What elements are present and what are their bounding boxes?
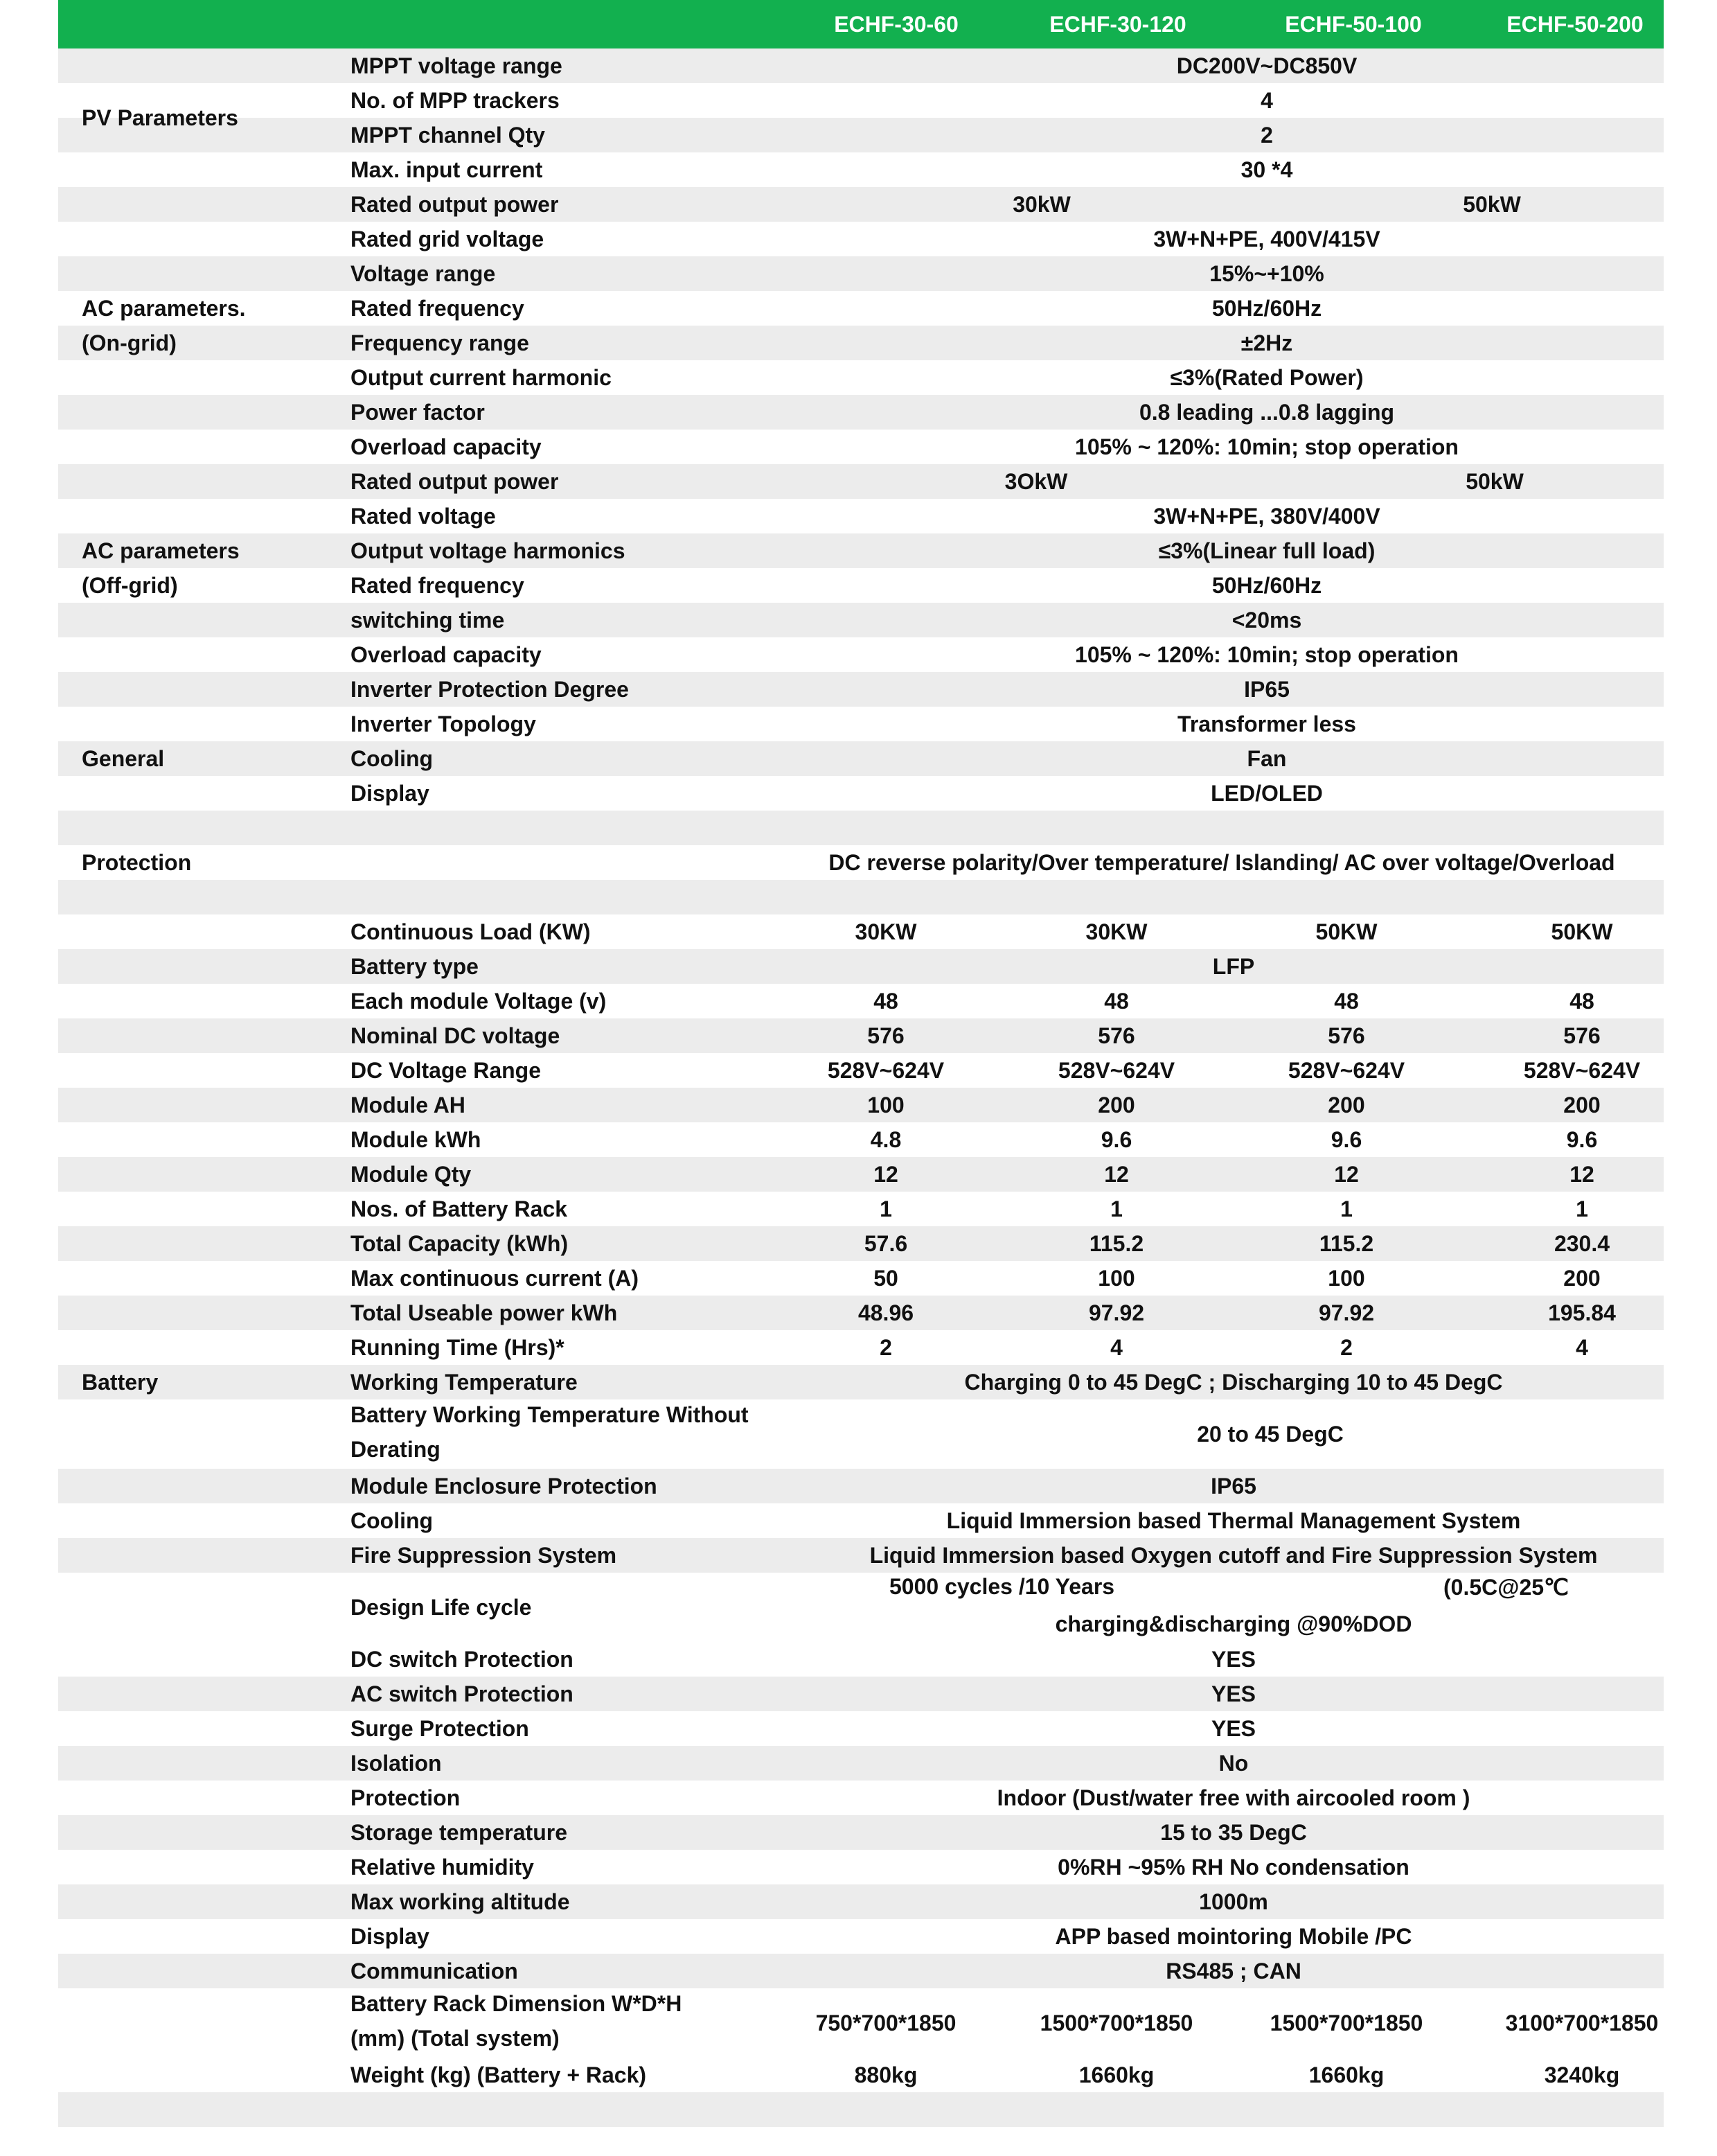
- spec-value: 576: [867, 1023, 905, 1048]
- spec-label: Total Capacity (kWh): [350, 1231, 569, 1256]
- table-row: [58, 2058, 1664, 2092]
- spec-label: Relative humidity: [350, 1855, 534, 1880]
- spec-value: ≤3%(Linear full load): [1158, 538, 1376, 563]
- table-row: [58, 430, 1664, 464]
- table-row: [58, 256, 1664, 291]
- spec-label: Running Time (Hrs)*: [350, 1335, 564, 1360]
- spec-label: Battery Rack Dimension W*D*H: [350, 1991, 682, 2016]
- spec-label: AC switch Protection: [350, 1681, 573, 1706]
- spec-label: Module AH: [350, 1093, 465, 1117]
- spec-value: 3W+N+PE, 400V/415V: [1153, 227, 1380, 251]
- spec-value: RS485 ; CAN: [1166, 1959, 1301, 1983]
- spec-value: 105% ~ 120%: 10min; stop operation: [1075, 434, 1459, 459]
- spec-value: LFP: [1212, 954, 1255, 979]
- spec-value: Charging 0 to 45 DegC ; Discharging 10 to 45 DegC: [964, 1370, 1503, 1395]
- spec-value: 30 *4: [1240, 157, 1293, 182]
- spec-value: 4: [1110, 1335, 1123, 1360]
- spec-label: Rated output power: [350, 469, 559, 494]
- spec-value: 115.2: [1319, 1231, 1374, 1256]
- spec-label: Rated frequency: [350, 573, 524, 598]
- category-ac-on-2: (On-grid): [82, 330, 177, 355]
- table-row: [58, 1642, 1664, 1677]
- table-row: [58, 1469, 1664, 1503]
- spec-value: 3240kg: [1544, 2062, 1620, 2087]
- table-row: [58, 637, 1664, 672]
- table-row: [58, 395, 1664, 430]
- spec-value: 1: [880, 1196, 892, 1221]
- table-row: [58, 672, 1664, 707]
- spec-value: 3100*700*1850: [1505, 2011, 1659, 2035]
- spec-value: 50KW: [1315, 919, 1378, 944]
- spec-value: 528V~624V: [827, 1058, 945, 1083]
- spec-label: Weight (kg) (Battery + Rack): [350, 2062, 647, 2087]
- table-row: [58, 1053, 1664, 1088]
- spec-value: 30KW: [855, 919, 917, 944]
- table-row: [58, 845, 1664, 880]
- table-row: [58, 1330, 1664, 1365]
- spec-value: ±2Hz: [1240, 330, 1293, 355]
- spec-value: DC200V~DC850V: [1176, 53, 1358, 78]
- table-row: [58, 1296, 1664, 1330]
- spec-value: 0%RH ~95% RH No condensation: [1058, 1855, 1409, 1880]
- spec-label: Max. input current: [350, 157, 543, 182]
- table-header: [58, 0, 1664, 48]
- spec-value: 48: [873, 989, 898, 1014]
- spec-value: 50Hz/60Hz: [1211, 296, 1322, 321]
- spec-label: Overload capacity: [350, 642, 542, 667]
- table-row: [58, 326, 1664, 360]
- spec-value: LED/OLED: [1211, 781, 1323, 806]
- table-row: [58, 1919, 1664, 1954]
- spec-label: (mm) (Total system): [350, 2026, 560, 2051]
- spec-value: 12: [1569, 1162, 1594, 1187]
- spec-value: 1500*700*1850: [1270, 2011, 1423, 2035]
- spec-value: 2: [880, 1335, 892, 1360]
- spec-value: YES: [1211, 1681, 1256, 1706]
- spec-value: 528V~624V: [1058, 1058, 1175, 1083]
- spec-label: Battery Working Temperature Without: [350, 1402, 749, 1427]
- spec-label: Output voltage harmonics: [350, 538, 625, 563]
- spec-value: 100: [867, 1093, 905, 1117]
- spec-label: Fire Suppression System: [350, 1543, 617, 1568]
- table-row: [58, 1850, 1664, 1884]
- spec-label: Display: [350, 781, 429, 806]
- spec-value: 200: [1328, 1093, 1365, 1117]
- spec-value: APP based mointoring Mobile /PC: [1055, 1924, 1412, 1949]
- table-row: [58, 880, 1664, 914]
- spec-value: (0.5C@25℃: [1443, 1575, 1569, 1600]
- table-row: [58, 1815, 1664, 1850]
- table-row: [58, 1746, 1664, 1781]
- spec-value: 30KW: [1085, 919, 1148, 944]
- spec-value: 200: [1563, 1266, 1601, 1291]
- table-row: [58, 291, 1664, 326]
- spec-value: 30kW: [1013, 192, 1071, 217]
- spec-value: 97.92: [1088, 1300, 1145, 1325]
- spec-label: Battery type: [350, 954, 479, 979]
- table-row: [58, 1988, 1664, 2058]
- spec-value: 1660kg: [1308, 2062, 1385, 2087]
- spec-value: Liquid Immersion based Oxygen cutoff and Fire Suppression System: [869, 1543, 1598, 1568]
- table-row: [58, 1122, 1664, 1157]
- spec-value: 1: [1340, 1196, 1353, 1221]
- model-header: ECHF-50-100: [1285, 12, 1422, 37]
- spec-label: Design Life cycle: [350, 1595, 532, 1620]
- spec-label: Rated output power: [350, 192, 559, 217]
- spec-value: 750*700*1850: [815, 2011, 957, 2035]
- category-ac-on-1: AC parameters.: [82, 296, 246, 321]
- table-row: [58, 533, 1664, 568]
- spec-value: 230.4: [1554, 1231, 1610, 1256]
- spec-value: YES: [1211, 1716, 1256, 1741]
- table-row: [58, 1538, 1664, 1573]
- spec-label: Overload capacity: [350, 434, 542, 459]
- spec-label: Inverter Topology: [350, 712, 536, 736]
- spec-label: Power factor: [350, 400, 485, 425]
- spec-value: 97.92: [1318, 1300, 1375, 1325]
- category-general: General: [82, 746, 165, 771]
- table-row: [58, 222, 1664, 256]
- spec-value: 0.8 leading ...0.8 lagging: [1139, 400, 1395, 425]
- spec-value: 2: [1261, 123, 1273, 148]
- spec-value: 50kW: [1463, 192, 1521, 217]
- table-row: [58, 83, 1664, 118]
- spec-value: IP65: [1244, 677, 1290, 702]
- spec-value: Fan: [1247, 746, 1287, 771]
- spec-value: 576: [1328, 1023, 1365, 1048]
- spec-value: YES: [1211, 1647, 1256, 1672]
- spec-value: 4: [1576, 1335, 1588, 1360]
- spec-value: 5000 cycles /10 Years: [889, 1574, 1115, 1599]
- table-row: [58, 1018, 1664, 1053]
- spec-value: 880kg: [854, 2062, 918, 2087]
- spec-label: switching time: [350, 608, 505, 633]
- spec-label: No. of MPP trackers: [350, 88, 560, 113]
- category-protection: Protection: [82, 850, 192, 875]
- spec-value: 115.2: [1089, 1231, 1144, 1256]
- spec-value: 20 to 45 DegC: [1197, 1422, 1344, 1447]
- spec-value: 9.6: [1566, 1127, 1598, 1152]
- category-battery: Battery: [82, 1370, 159, 1395]
- spec-value: IP65: [1211, 1474, 1256, 1499]
- spec-value: 105% ~ 120%: 10min; stop operation: [1075, 642, 1459, 667]
- table-row: [58, 1399, 1664, 1469]
- spec-label: Rated grid voltage: [350, 227, 544, 251]
- spec-value: 48: [1334, 989, 1359, 1014]
- spec-value: 48.96: [857, 1300, 914, 1325]
- table-row: [58, 1954, 1664, 1988]
- spec-value: 528V~624V: [1523, 1058, 1641, 1083]
- table-row: [58, 2092, 1664, 2127]
- spec-value: 100: [1098, 1266, 1135, 1291]
- spec-value: 195.84: [1548, 1300, 1616, 1325]
- spec-label: Protection: [350, 1785, 461, 1810]
- table-row: [58, 464, 1664, 499]
- spec-label: Total Useable power kWh: [350, 1300, 618, 1325]
- table-row: [58, 1365, 1664, 1399]
- spec-value: <20ms: [1231, 608, 1302, 633]
- spec-value: 12: [873, 1162, 898, 1187]
- spec-value: 57.6: [864, 1231, 908, 1256]
- model-header: ECHF-50-200: [1506, 12, 1644, 37]
- spec-value: 9.6: [1101, 1127, 1132, 1152]
- spec-label: Derating: [350, 1437, 441, 1462]
- spec-value: No: [1218, 1751, 1249, 1776]
- table-row: [58, 949, 1664, 984]
- spec-label: Storage temperature: [350, 1820, 567, 1845]
- spec-label: DC switch Protection: [350, 1647, 573, 1672]
- spec-value: 100: [1328, 1266, 1365, 1291]
- spec-label: Max working altitude: [350, 1889, 570, 1914]
- spec-label: DC Voltage Range: [350, 1058, 541, 1083]
- table-row: [58, 1677, 1664, 1711]
- category-ac-off-2: (Off-grid): [82, 573, 178, 598]
- spec-label: MPPT voltage range: [350, 53, 562, 78]
- spec-label: Continuous Load (KW): [350, 919, 591, 944]
- spec-value: 528V~624V: [1288, 1058, 1405, 1083]
- spec-label: Frequency range: [350, 330, 529, 355]
- table-row: [58, 1192, 1664, 1226]
- spec-label: Rated voltage: [350, 504, 496, 529]
- table-row: [58, 707, 1664, 741]
- model-header: ECHF-30-60: [834, 12, 959, 37]
- spec-value: 50Hz/60Hz: [1211, 573, 1322, 598]
- spec-label: Display: [350, 1924, 429, 1949]
- spec-value: ≤3%(Rated Power): [1170, 365, 1364, 390]
- spec-value: 1: [1576, 1196, 1588, 1221]
- spec-value: 576: [1563, 1023, 1601, 1048]
- table-row: [58, 152, 1664, 187]
- table-row: [58, 1781, 1664, 1815]
- spec-label: MPPT channel Qty: [350, 123, 545, 148]
- spec-label: Cooling: [350, 1508, 434, 1533]
- spec-value: 1000m: [1199, 1889, 1268, 1914]
- spec-label: Each module Voltage (v): [350, 989, 607, 1014]
- table-row: [58, 603, 1664, 637]
- table-row: [58, 914, 1664, 949]
- spec-value: 4: [1261, 88, 1273, 113]
- spec-value: 1: [1110, 1196, 1123, 1221]
- spec-label: Module kWh: [350, 1127, 481, 1152]
- table-row: [58, 568, 1664, 603]
- spec-value: 2: [1340, 1335, 1353, 1360]
- spec-label: Module Qty: [350, 1162, 472, 1187]
- spec-label: Communication: [350, 1959, 518, 1983]
- table-row: [58, 1226, 1664, 1261]
- spec-value: Indoor (Dust/water free with aircooled room ): [997, 1785, 1470, 1810]
- spec-value: Liquid Immersion based Thermal Management System: [946, 1508, 1521, 1533]
- spec-value: 576: [1098, 1023, 1135, 1048]
- table-row: [58, 1573, 1664, 1642]
- spec-value: 1660kg: [1078, 2062, 1155, 2087]
- spec-value: 48: [1104, 989, 1129, 1014]
- table-row: [58, 360, 1664, 395]
- spec-label: Nominal DC voltage: [350, 1023, 560, 1048]
- spec-label: Cooling: [350, 746, 434, 771]
- spec-label: Working Temperature: [350, 1370, 578, 1395]
- category-ac-off-1: AC parameters: [82, 538, 240, 563]
- spec-value: charging&discharging @90%DOD: [1055, 1611, 1412, 1636]
- spec-value: 3OkW: [1004, 469, 1068, 494]
- spec-value: 15 to 35 DegC: [1160, 1820, 1307, 1845]
- spec-value: 48: [1569, 989, 1594, 1014]
- spec-label: Nos. of Battery Rack: [350, 1196, 567, 1221]
- spec-label: Surge Protection: [350, 1716, 529, 1741]
- table-row: [58, 48, 1664, 83]
- table-row: [58, 1261, 1664, 1296]
- spec-value: 50kW: [1466, 469, 1524, 494]
- table-row: [58, 1088, 1664, 1122]
- spec-label: Rated frequency: [350, 296, 524, 321]
- table-row: [58, 499, 1664, 533]
- spec-label: Voltage range: [350, 261, 496, 286]
- spec-value: 9.6: [1331, 1127, 1362, 1152]
- spec-value: 4.8: [870, 1127, 902, 1152]
- spec-value: 1500*700*1850: [1040, 2011, 1193, 2035]
- table-row: [58, 118, 1664, 152]
- spec-label: Isolation: [350, 1751, 442, 1776]
- category-pv: PV Parameters: [82, 105, 238, 130]
- spec-value: 3W+N+PE, 380V/400V: [1153, 504, 1380, 529]
- spec-label: Module Enclosure Protection: [350, 1474, 657, 1499]
- spec-value: 12: [1104, 1162, 1129, 1187]
- table-row: [58, 776, 1664, 811]
- spec-value: 200: [1563, 1093, 1601, 1117]
- spec-value: 15%~+10%: [1209, 261, 1324, 286]
- spec-value: 200: [1098, 1093, 1135, 1117]
- table-row: [58, 984, 1664, 1018]
- spec-value: Transformer less: [1177, 712, 1356, 736]
- spec-value: 50: [873, 1266, 898, 1291]
- table-row: [58, 741, 1664, 776]
- table-row: [58, 811, 1664, 845]
- spec-value: 12: [1334, 1162, 1359, 1187]
- spec-value: DC reverse polarity/Over temperature/ Islanding/ AC over voltage/Overload: [828, 850, 1615, 875]
- table-row: [58, 1157, 1664, 1192]
- table-row: [58, 187, 1664, 222]
- model-header: ECHF-30-120: [1049, 12, 1186, 37]
- table-row: [58, 1711, 1664, 1746]
- table-row: [58, 1503, 1664, 1538]
- spec-value: 50KW: [1551, 919, 1613, 944]
- spec-label: Inverter Protection Degree: [350, 677, 629, 702]
- table-row: [58, 1884, 1664, 1919]
- spec-label: Output current harmonic: [350, 365, 612, 390]
- spec-label: Max continuous current (A): [350, 1266, 639, 1291]
